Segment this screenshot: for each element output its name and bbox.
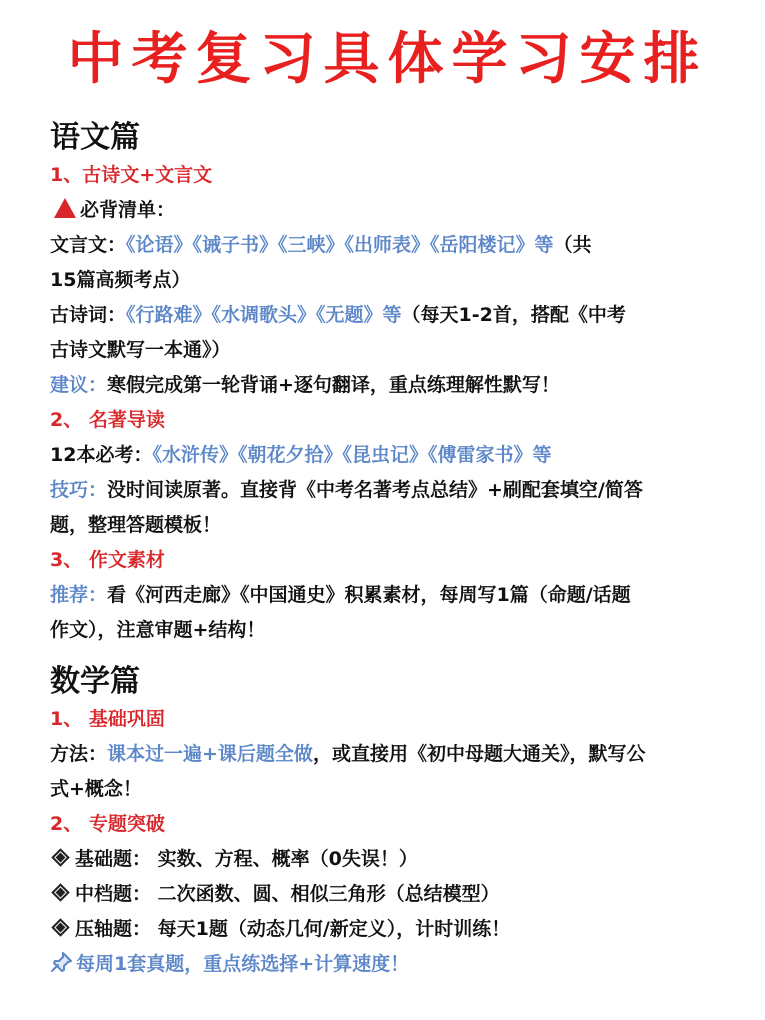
classics-label: 12本必考： (50, 444, 153, 466)
method-label: 方法： (50, 743, 108, 765)
wenyan-line-1 (50, 228, 725, 263)
method-tail-1: ，或直接用《初中母题大通关》，默写公 (312, 743, 646, 765)
subheading-composition: 3、 作文素材 (50, 549, 165, 571)
must-recite-line (50, 193, 725, 228)
pushpin-icon (50, 951, 74, 973)
poem-line-2: 古诗文默写一本通》） (50, 339, 231, 361)
wenyan-books: 《论语》《诫子书》《三峡》《出师表》《岳阳楼记》等 (126, 234, 554, 256)
tip-label: 技巧： (50, 479, 108, 501)
page-title: 中考复习具体学习安排 (67, 27, 708, 92)
recommend-line-2: 作文），注意审题+结构！ (50, 619, 266, 641)
poem-books: 《行路难》《水调歌头》《无题》等 (126, 304, 402, 326)
poem-label: 古诗词： (50, 304, 127, 326)
method-line-1 (50, 737, 725, 772)
section-heading-math: 数学篇 (50, 664, 140, 699)
section-heading-chinese: 语文篇 (50, 120, 140, 155)
poem-line-1 (50, 298, 725, 333)
recommend-line-1 (50, 578, 725, 613)
advice-text: 寒假完成第一轮背诵+逐句翻译，重点练理解性默写！ (107, 374, 560, 396)
warning-triangle-icon (54, 198, 76, 218)
classics-line (50, 438, 725, 473)
advice-label: 建议： (50, 374, 108, 396)
diamond-bullet-icon (51, 883, 69, 901)
wenyan-label: 文言文： (50, 234, 127, 256)
poem-tail-1: （每天1-2首，搭配《中考 (401, 304, 626, 326)
subheading-basics: 1、 基础巩固 (50, 708, 165, 730)
diamond-bullet-icon (51, 848, 69, 866)
method-highlight: 课本过一遍+课后题全做 (107, 743, 313, 765)
list-item (50, 912, 725, 947)
weekly-text: 每周1套真题，重点练选择+计算速度！ (76, 953, 410, 975)
wenyan-tail-1: （共 (553, 234, 592, 256)
topic-basic: 基础题： 实数、方程、概率（0失误！） (75, 848, 418, 870)
list-item (50, 877, 725, 912)
subheading-classics: 2、 名著导读 (50, 409, 165, 431)
wenyan-line-2: 15篇高频考点） (50, 269, 191, 291)
must-recite-label: 必背清单： (80, 199, 176, 221)
advice-line (50, 368, 725, 403)
weekly-line (50, 947, 725, 982)
list-item (50, 842, 725, 877)
tip-line-1 (50, 473, 725, 508)
tip-line-2: 题，整理答题模板！ (50, 514, 222, 536)
diamond-bullet-icon (51, 918, 69, 936)
topic-mid: 中档题： 二次函数、圆、相似三角形（总结模型） (75, 883, 500, 905)
classics-books: 《水浒传》《朝花夕拾》《昆虫记》《傅雷家书》等 (152, 444, 552, 466)
subheading-topics: 2、 专题突破 (50, 813, 165, 835)
recommend-text-1: 看《河西走廊》《中国通史》积累素材，每周写1篇（命题/话题 (107, 584, 631, 606)
recommend-label: 推荐： (50, 584, 108, 606)
tip-text-1: 没时间读原著。直接背《中考名著考点总结》+刷配套填空/简答 (107, 479, 643, 501)
subheading-classical-poetry: 1、古诗文+文言文 (50, 164, 213, 186)
method-line-2: 式+概念！ (50, 778, 142, 800)
topic-hard: 压轴题： 每天1题（动态几何/新定义），计时训练！ (75, 918, 511, 940)
